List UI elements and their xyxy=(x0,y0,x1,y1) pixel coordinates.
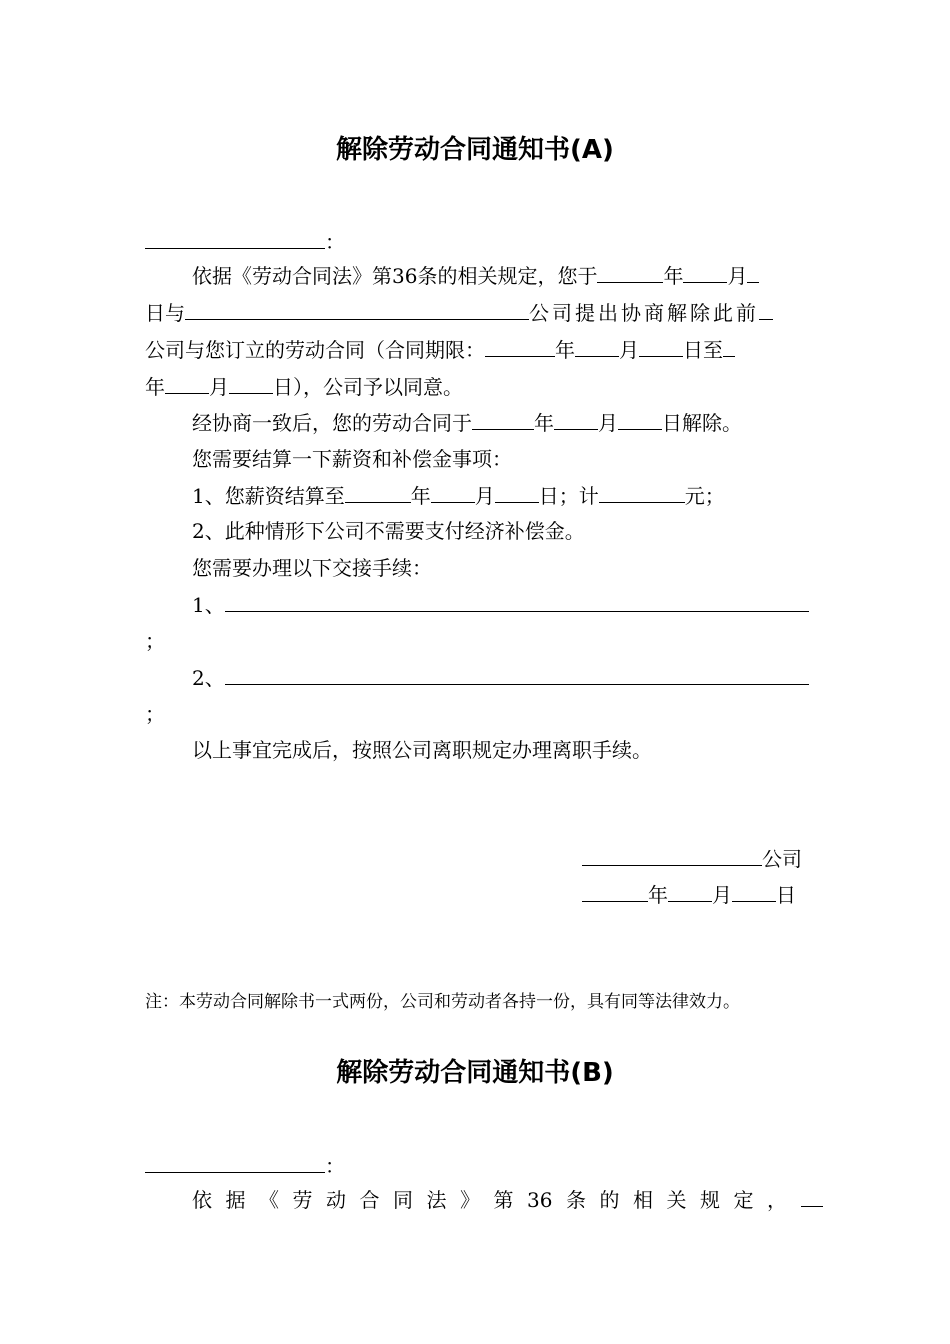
notice-a-handover-2: 2、 xyxy=(192,664,809,691)
notice-b-char: 相 xyxy=(632,1188,653,1212)
signature-date: 年 月 日 xyxy=(582,881,796,908)
blank-salary-month[interactable] xyxy=(431,482,475,503)
notice-b-char: 规 xyxy=(699,1188,720,1212)
notice-a-item2: 2、此种情形下公司不需要支付经济补偿金。 xyxy=(192,519,585,543)
notice-b-char: 据 xyxy=(225,1188,246,1212)
notice-b-char: 条 xyxy=(565,1188,586,1212)
notice-b-title: 解除劳动合同通知书(B) xyxy=(336,1058,614,1088)
notice-a-item1: 1、您薪资结算至 年 月 日；计 元； xyxy=(192,484,725,508)
blank-start-month[interactable] xyxy=(575,336,619,357)
notice-a-note: 注：本劳动合同解除书一式两份，公司和劳动者各持一份，具有同等法律效力。 xyxy=(145,992,740,1012)
blank-company-2[interactable] xyxy=(759,299,773,320)
blank-termination-year[interactable] xyxy=(472,409,534,430)
notice-b-char: 同 xyxy=(393,1188,413,1212)
notice-a-p1-line1: 依据《劳动合同法》第36条的相关规定，您于 年 月 xyxy=(192,262,759,289)
blank-sign-day[interactable] xyxy=(732,881,776,902)
notice-a-p3: 您需要结算一下薪资和补偿金事项： xyxy=(192,447,512,471)
notice-a-title: 解除劳动合同通知书(A) xyxy=(336,135,614,165)
notice-a-p5: 以上事宜完成后，按照公司离职规定办理离职手续。 xyxy=(192,738,652,762)
blank-sign-year[interactable] xyxy=(582,881,648,902)
blank-end-month[interactable] xyxy=(165,373,209,394)
notice-b-char: 》 xyxy=(460,1188,480,1212)
notice-a-p4: 您需要办理以下交接手续： xyxy=(192,556,432,580)
notice-b-char: 关 xyxy=(666,1188,687,1212)
blank-salary-day[interactable] xyxy=(495,482,539,503)
blank-end-day[interactable] xyxy=(229,373,273,394)
blank-start-day[interactable] xyxy=(639,336,683,357)
notice-a-p1-line2: 日与 公司提出协商解除此前 xyxy=(145,299,773,326)
blank-sign-company[interactable] xyxy=(582,845,762,866)
blank-sign-month[interactable] xyxy=(668,881,712,902)
blank-salary-year[interactable] xyxy=(345,482,411,503)
blank-month[interactable] xyxy=(683,262,727,283)
blank-handover-1[interactable] xyxy=(225,591,809,612)
blank-company[interactable] xyxy=(185,299,529,320)
blank-handover-2[interactable] xyxy=(225,664,809,685)
blank-end-year[interactable] xyxy=(723,336,735,357)
notice-b-addressee: ： xyxy=(145,1152,345,1179)
notice-b-char: 依 xyxy=(192,1188,212,1212)
notice-b-char: 《 xyxy=(259,1188,279,1212)
blank-termination-month[interactable] xyxy=(554,409,598,430)
notice-b-char: 合 xyxy=(359,1188,380,1212)
addressee-blank-b[interactable] xyxy=(145,1152,325,1173)
notice-a-p2: 经协商一致后，您的劳动合同于 年 月 日解除。 xyxy=(192,411,742,435)
blank-day[interactable] xyxy=(747,262,759,283)
notice-a-p1-line4: 年 月 日），公司予以同意。 xyxy=(145,375,463,399)
notice-a-handover-2-end: ； xyxy=(145,702,165,726)
blank-salary-amount[interactable] xyxy=(599,482,685,503)
notice-b-char: 的 xyxy=(599,1188,620,1212)
signature-company: 公司 xyxy=(582,845,802,872)
addressee-blank[interactable] xyxy=(145,228,325,249)
blank-termination-day[interactable] xyxy=(618,409,662,430)
notice-b-char: 劳 xyxy=(292,1188,313,1212)
notice-b-char: 36 xyxy=(527,1188,553,1212)
notice-b-char: 定 xyxy=(733,1188,754,1212)
notice-a-p1-line3: 公司与您订立的劳动合同（合同期限： 年 月 日至 xyxy=(145,336,735,363)
notice-b-char: 法 xyxy=(426,1188,447,1212)
notice-a-handover-1-end: ； xyxy=(145,629,165,653)
notice-a-handover-1: 1、 xyxy=(192,591,809,618)
notice-b-char: ， xyxy=(766,1188,787,1212)
blank-year[interactable] xyxy=(597,262,663,283)
blank-start-year[interactable] xyxy=(485,336,555,357)
blank-b-1[interactable] xyxy=(801,1186,823,1207)
notice-b-p1-text xyxy=(192,1188,787,1212)
notice-b-char: 动 xyxy=(326,1188,346,1212)
notice-a-addressee: ： xyxy=(145,228,345,255)
notice-b-char: 第 xyxy=(493,1188,514,1212)
notice-b-p1-line1 xyxy=(192,1186,823,1213)
